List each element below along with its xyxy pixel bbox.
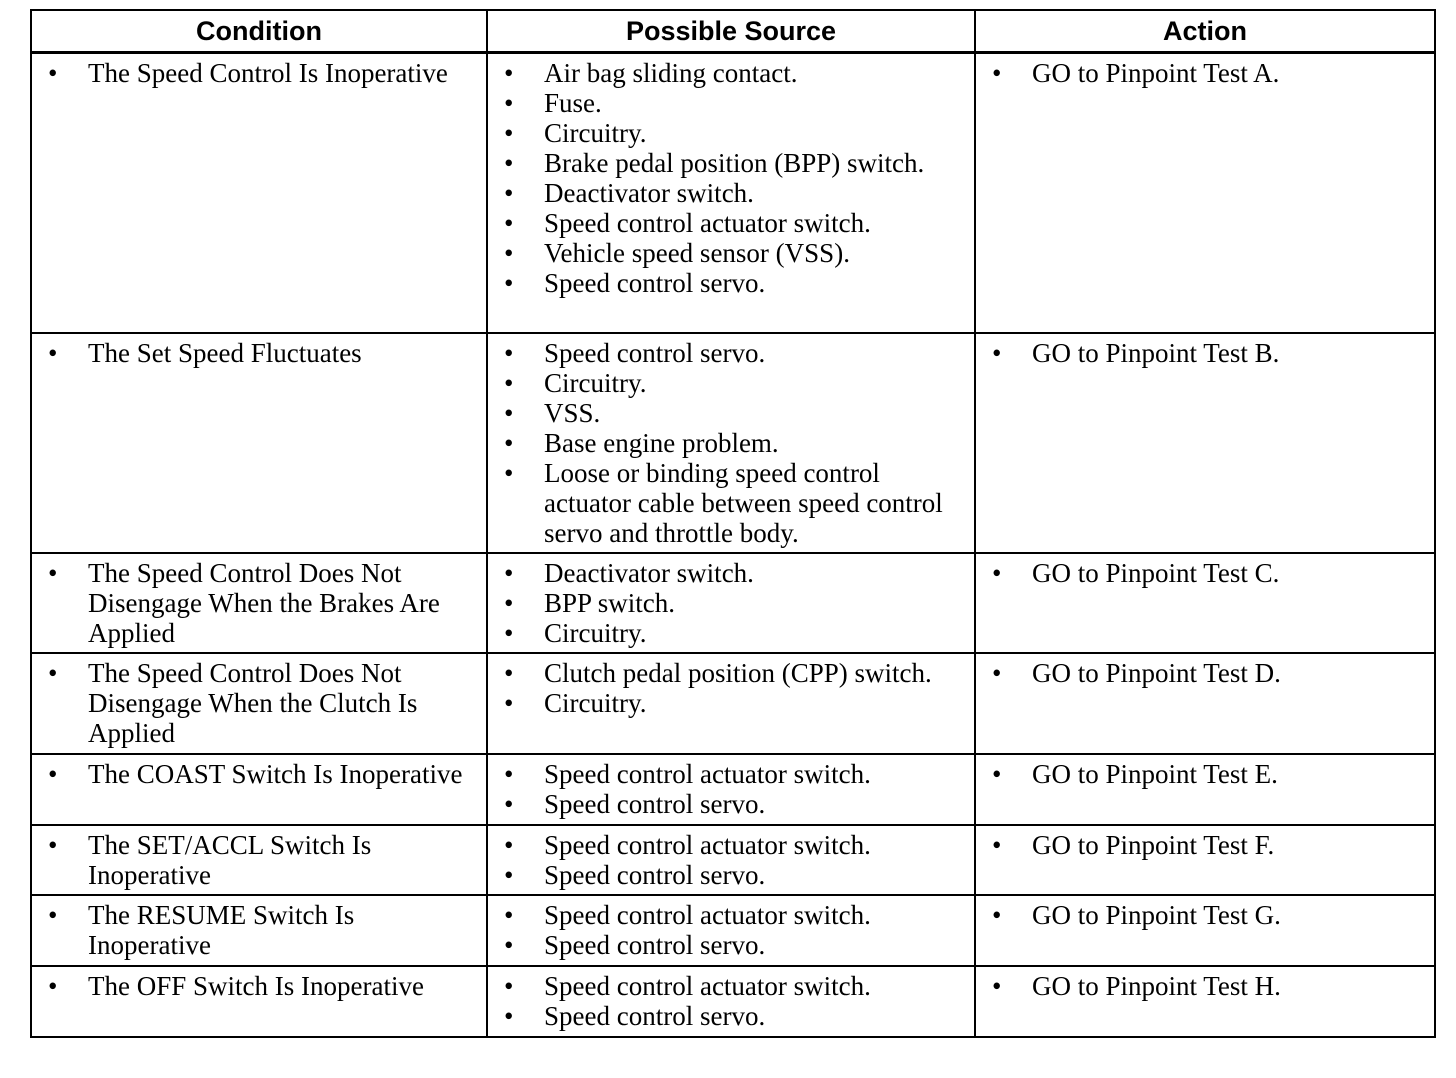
source-item: • Circuitry. bbox=[488, 118, 974, 148]
condition-header: Condition bbox=[31, 10, 487, 53]
condition-text: • The Speed Control Does Not Disengage When the Brakes Are Applied bbox=[32, 558, 486, 648]
action-list bbox=[976, 338, 1434, 368]
condition-cell bbox=[31, 653, 487, 754]
action-list bbox=[976, 971, 1434, 1001]
table-row bbox=[31, 754, 1435, 825]
possible-source-header: Possible Source bbox=[487, 10, 975, 53]
source-item: • Circuitry. bbox=[488, 368, 974, 398]
source-item: • Brake pedal position (BPP) switch. bbox=[488, 148, 974, 178]
source-item: • Deactivator switch. bbox=[488, 178, 974, 208]
source-list bbox=[488, 558, 974, 648]
condition-text: • The OFF Switch Is Inoperative bbox=[32, 971, 486, 1001]
condition-cell bbox=[31, 53, 487, 333]
action-list bbox=[976, 830, 1434, 860]
condition-text: • The RESUME Switch Is Inoperative bbox=[32, 900, 486, 960]
action-cell bbox=[975, 333, 1435, 553]
table-row bbox=[31, 53, 1435, 333]
action-text: • GO to Pinpoint Test A. bbox=[976, 58, 1434, 88]
table-row bbox=[31, 333, 1435, 553]
possible-source-cell bbox=[487, 553, 975, 653]
action-cell bbox=[975, 53, 1435, 333]
action-cell bbox=[975, 966, 1435, 1037]
source-item: • Speed control servo. bbox=[488, 268, 974, 298]
possible-source-cell bbox=[487, 754, 975, 825]
action-list bbox=[976, 900, 1434, 930]
possible-source-cell bbox=[487, 825, 975, 895]
condition-cell bbox=[31, 333, 487, 553]
source-item: • Vehicle speed sensor (VSS). bbox=[488, 238, 974, 268]
table-row bbox=[31, 553, 1435, 653]
source-list bbox=[488, 338, 974, 548]
source-item: • Speed control servo. bbox=[488, 338, 974, 368]
source-list bbox=[488, 759, 974, 819]
source-item: • Clutch pedal position (CPP) switch. bbox=[488, 658, 974, 688]
condition-text: • The Speed Control Is Inoperative bbox=[32, 58, 486, 88]
action-list bbox=[976, 558, 1434, 588]
condition-list bbox=[32, 658, 486, 748]
condition-cell bbox=[31, 895, 487, 966]
possible-source-cell bbox=[487, 653, 975, 754]
source-list bbox=[488, 971, 974, 1031]
source-item: • Deactivator switch. bbox=[488, 558, 974, 588]
condition-cell bbox=[31, 825, 487, 895]
source-item: • Speed control servo. bbox=[488, 860, 974, 890]
action-list bbox=[976, 759, 1434, 789]
action-cell bbox=[975, 553, 1435, 653]
action-text: • GO to Pinpoint Test G. bbox=[976, 900, 1434, 930]
source-item: • Speed control servo. bbox=[488, 789, 974, 819]
action-cell bbox=[975, 895, 1435, 966]
possible-source-cell bbox=[487, 895, 975, 966]
source-item: • VSS. bbox=[488, 398, 974, 428]
action-text: • GO to Pinpoint Test C. bbox=[976, 558, 1434, 588]
possible-source-cell bbox=[487, 966, 975, 1037]
source-item: • Base engine problem. bbox=[488, 428, 974, 458]
source-item: • BPP switch. bbox=[488, 588, 974, 618]
action-text: • GO to Pinpoint Test E. bbox=[976, 759, 1434, 789]
table-body bbox=[31, 53, 1435, 1037]
action-cell bbox=[975, 653, 1435, 754]
action-text: • GO to Pinpoint Test H. bbox=[976, 971, 1434, 1001]
condition-list bbox=[32, 558, 486, 648]
source-item: • Speed control actuator switch. bbox=[488, 971, 974, 1001]
action-text: • GO to Pinpoint Test D. bbox=[976, 658, 1434, 688]
condition-cell bbox=[31, 754, 487, 825]
action-cell bbox=[975, 754, 1435, 825]
condition-list bbox=[32, 759, 486, 789]
source-item: • Speed control actuator switch. bbox=[488, 900, 974, 930]
condition-text: • The COAST Switch Is Inoperative bbox=[32, 759, 486, 789]
source-item: • Speed control servo. bbox=[488, 930, 974, 960]
condition-list bbox=[32, 971, 486, 1001]
source-list bbox=[488, 58, 974, 298]
condition-list bbox=[32, 338, 486, 368]
condition-text: • The SET/ACCL Switch Is Inoperative bbox=[32, 830, 486, 890]
condition-list bbox=[32, 830, 486, 890]
table-row bbox=[31, 653, 1435, 754]
source-item: • Speed control actuator switch. bbox=[488, 208, 974, 238]
table-row bbox=[31, 825, 1435, 895]
source-item: • Speed control actuator switch. bbox=[488, 759, 974, 789]
source-list bbox=[488, 830, 974, 890]
source-item: • Loose or binding speed control actuator cable between speed control servo and throttle body. bbox=[488, 458, 974, 548]
source-item: • Speed control actuator switch. bbox=[488, 830, 974, 860]
source-item: • Speed control servo. bbox=[488, 1001, 974, 1031]
header-row bbox=[31, 10, 1435, 53]
condition-text: • The Set Speed Fluctuates bbox=[32, 338, 486, 368]
possible-source-cell bbox=[487, 53, 975, 333]
source-item: • Fuse. bbox=[488, 88, 974, 118]
action-header: Action bbox=[975, 10, 1435, 53]
source-item: • Circuitry. bbox=[488, 618, 974, 648]
condition-cell bbox=[31, 966, 487, 1037]
table-row bbox=[31, 895, 1435, 966]
source-list bbox=[488, 900, 974, 960]
condition-cell bbox=[31, 553, 487, 653]
condition-list bbox=[32, 58, 486, 88]
action-text: • GO to Pinpoint Test F. bbox=[976, 830, 1434, 860]
action-list bbox=[976, 658, 1434, 688]
action-text: • GO to Pinpoint Test B. bbox=[976, 338, 1434, 368]
condition-list bbox=[32, 900, 486, 960]
action-list bbox=[976, 58, 1434, 88]
table-row bbox=[31, 966, 1435, 1037]
action-cell bbox=[975, 825, 1435, 895]
source-item: • Circuitry. bbox=[488, 688, 974, 718]
source-item: • Air bag sliding contact. bbox=[488, 58, 974, 88]
condition-text: • The Speed Control Does Not Disengage When the Clutch Is Applied bbox=[32, 658, 486, 748]
source-list bbox=[488, 658, 974, 718]
possible-source-cell bbox=[487, 333, 975, 553]
symptom-table bbox=[30, 9, 1436, 1038]
